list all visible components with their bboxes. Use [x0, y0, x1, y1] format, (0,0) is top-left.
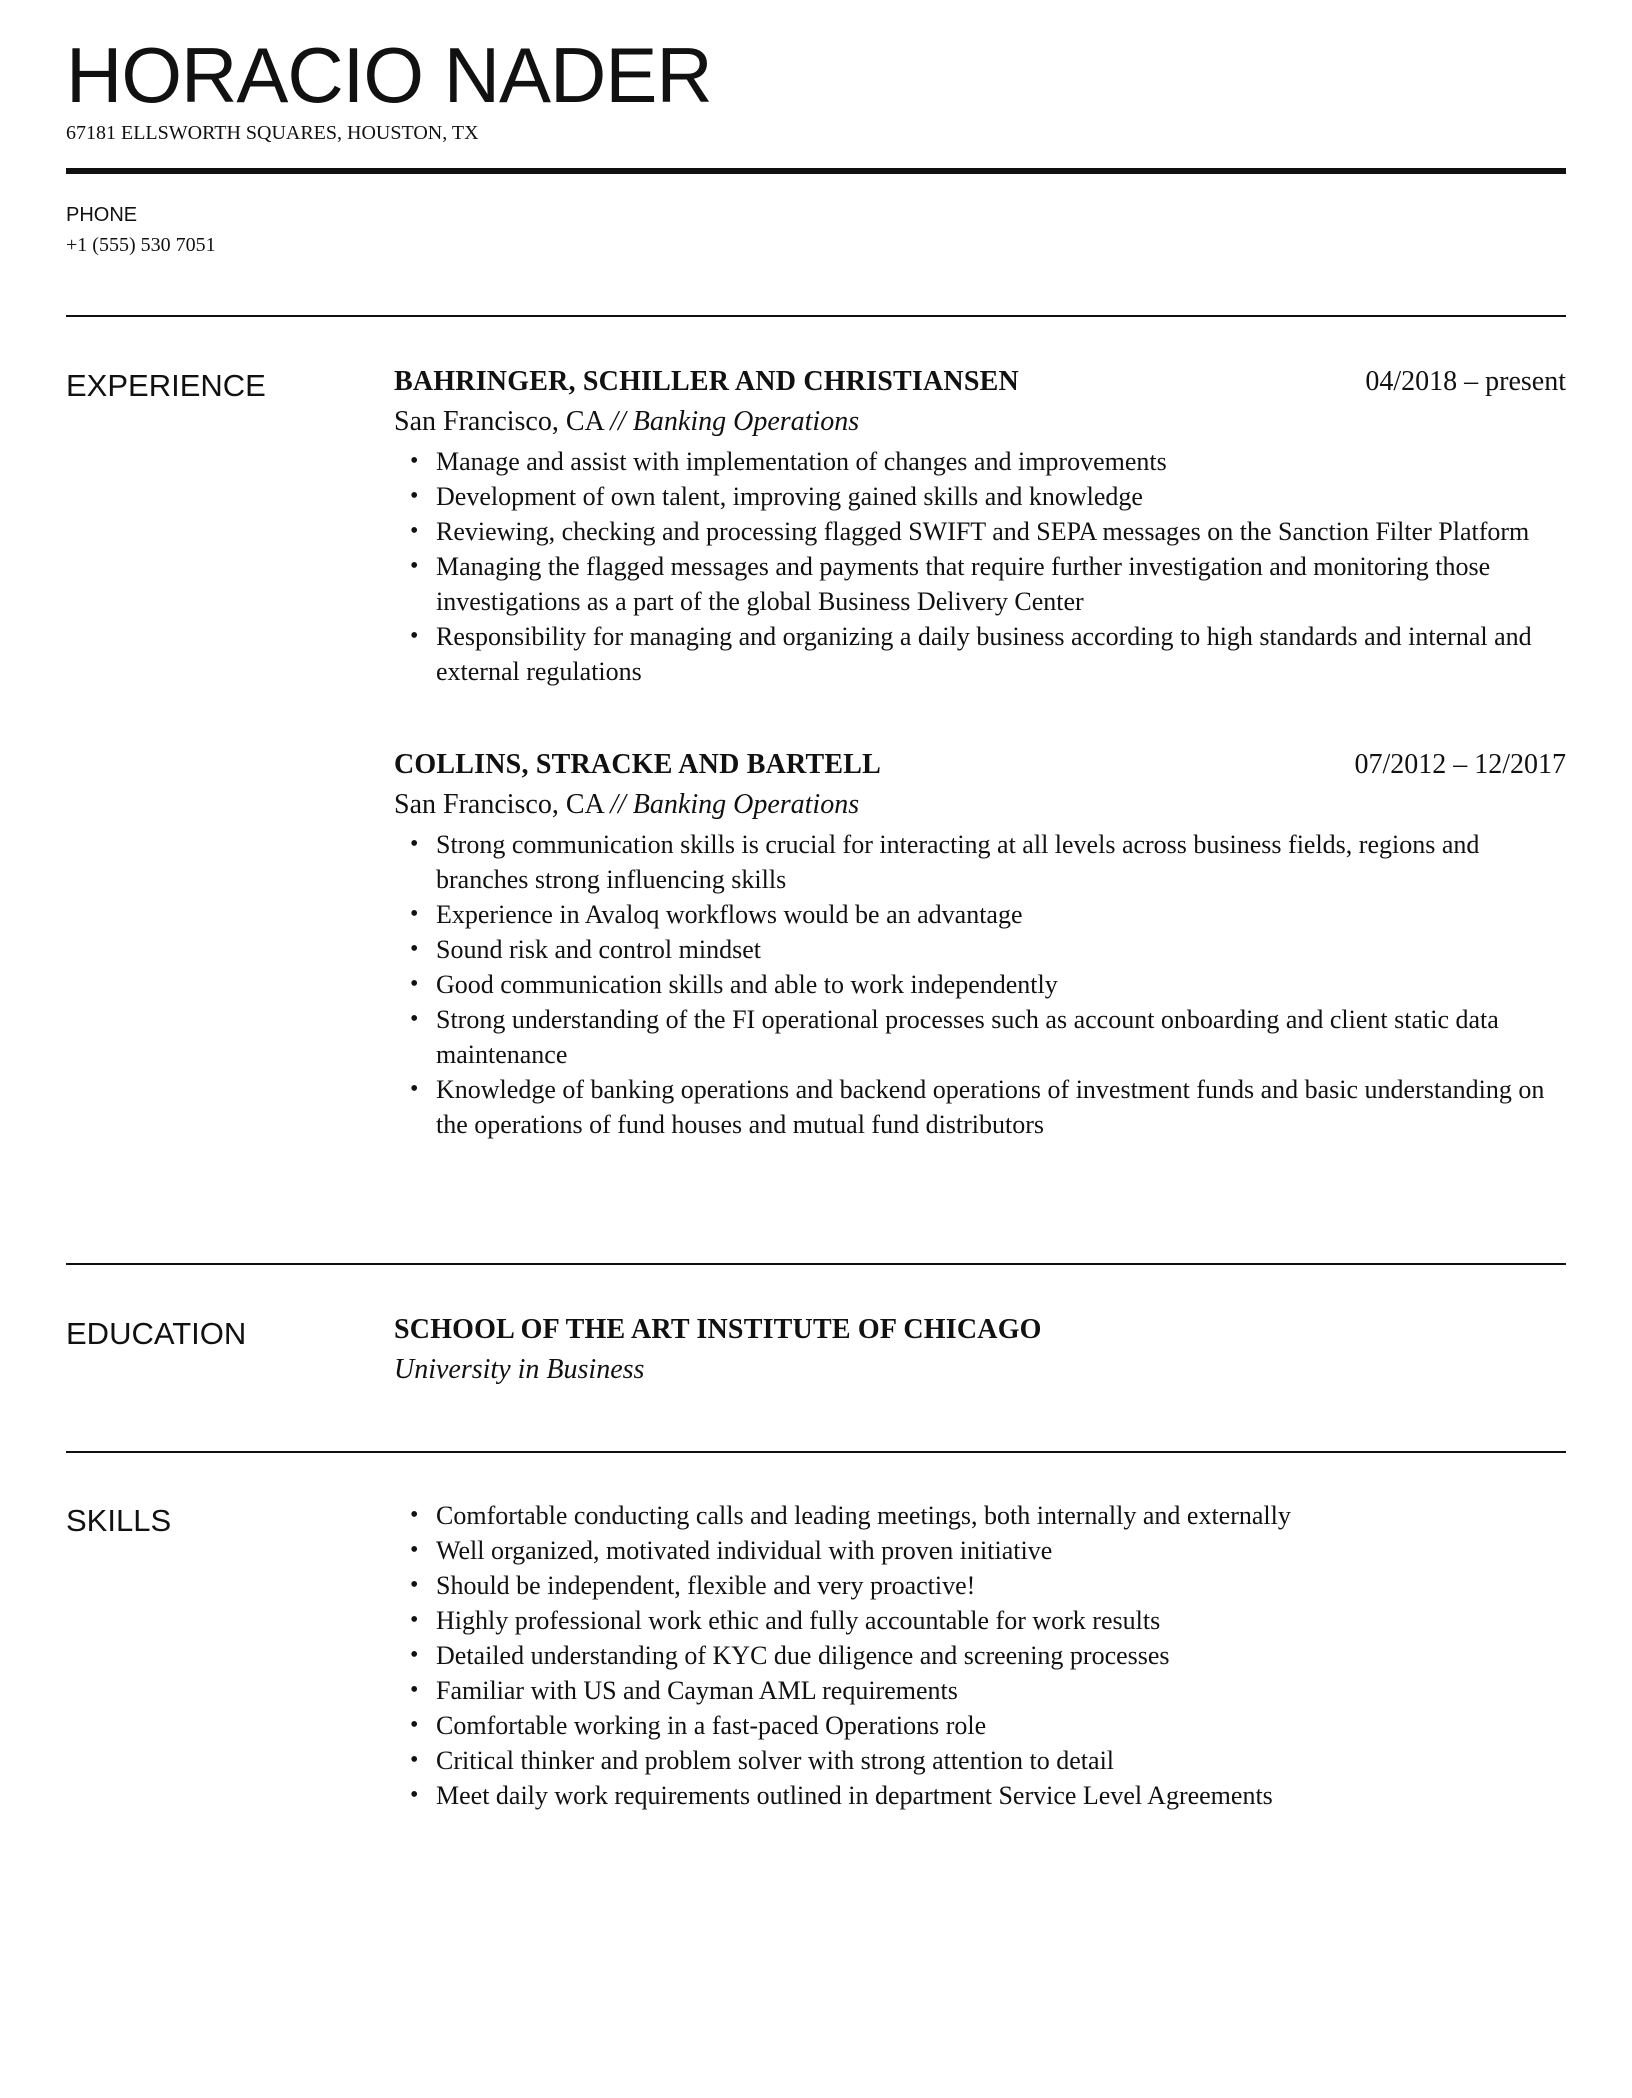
job-bullets — [394, 827, 1566, 1142]
experience-divider — [66, 315, 1566, 317]
job-bullet: • Manage and assist with implementation of changes and improvements — [436, 444, 1566, 479]
job-location: San Francisco, CA — [394, 789, 604, 820]
job-bullet: • Strong communication skills is crucial for interacting at all levels across business fields, regions and branches strong influencing skills — [436, 827, 1566, 897]
job-subline — [394, 785, 1566, 825]
job-bullet: • Knowledge of banking operations and backend operations of investment funds and basic understanding on the operations of fund houses and mutual fund distributors — [436, 1072, 1566, 1142]
job-header — [394, 362, 1566, 402]
job-separator: // — [610, 406, 626, 437]
skills-divider — [66, 1451, 1566, 1453]
skills-section — [394, 1498, 1566, 1813]
job-bullet: • Experience in Avaloq workflows would be an advantage — [436, 897, 1566, 932]
experience-section — [394, 362, 1566, 1142]
skills-section-title: SKILLS — [66, 1503, 172, 1538]
phone-number: +1 (555) 530 7051 — [66, 234, 216, 256]
candidate-name: HORACIO NADER — [66, 31, 712, 119]
school-name: SCHOOL OF THE ART INSTITUTE OF CHICAGO — [394, 1314, 1042, 1345]
skill-item: • Familiar with US and Cayman AML requirements — [436, 1673, 1566, 1708]
job-dates: 07/2012 – 12/2017 — [1354, 749, 1566, 780]
job-bullet: • Reviewing, checking and processing flagged SWIFT and SEPA messages on the Sanction Filter Platform — [436, 514, 1566, 549]
education-section — [394, 1310, 1566, 1390]
job-bullet: • Sound risk and control mindset — [436, 932, 1566, 967]
job-separator: // — [610, 789, 626, 820]
phone-label: PHONE — [66, 204, 138, 226]
job-entry — [394, 745, 1566, 1142]
job-subline — [394, 402, 1566, 442]
education-section-title: EDUCATION — [66, 1316, 247, 1351]
resume-page — [66, 0, 1566, 2098]
job-location: San Francisco, CA — [394, 406, 604, 437]
job-bullet: • Strong understanding of the FI operational processes such as account onboarding and client static data maintenance — [436, 1002, 1566, 1072]
job-company: BAHRINGER, SCHILLER AND CHRISTIANSEN — [394, 366, 1019, 397]
job-bullet: • Development of own talent, improving gained skills and knowledge — [436, 479, 1566, 514]
skill-item: • Highly professional work ethic and fully accountable for work results — [436, 1603, 1566, 1638]
job-company: COLLINS, STRACKE AND BARTELL — [394, 749, 881, 780]
skill-item: • Should be independent, flexible and very proactive! — [436, 1568, 1566, 1603]
skill-item: • Meet daily work requirements outlined in department Service Level Agreements — [436, 1778, 1566, 1813]
job-entry — [394, 362, 1566, 689]
skill-item: • Detailed understanding of KYC due diligence and screening processes — [436, 1638, 1566, 1673]
skill-item: • Comfortable working in a fast-paced Operations role — [436, 1708, 1566, 1743]
job-role: Banking Operations — [632, 789, 860, 820]
job-bullets — [394, 444, 1566, 689]
job-dates: 04/2018 – present — [1365, 366, 1566, 397]
candidate-address: 67181 ELLSWORTH SQUARES, HOUSTON, TX — [66, 122, 479, 144]
job-role: Banking Operations — [632, 406, 860, 437]
experience-section-title: EXPERIENCE — [66, 368, 266, 403]
job-bullet: • Managing the flagged messages and payments that require further investigation and monitoring those investigations as a part of the global Business Delivery Center — [436, 549, 1566, 619]
degree: University in Business — [394, 1354, 645, 1385]
skill-item: • Well organized, motivated individual with proven initiative — [436, 1533, 1566, 1568]
header-divider — [66, 168, 1566, 174]
skills-list — [394, 1498, 1566, 1813]
skill-item: • Critical thinker and problem solver with strong attention to detail — [436, 1743, 1566, 1778]
job-bullet: • Good communication skills and able to work independently — [436, 967, 1566, 1002]
skill-item: • Comfortable conducting calls and leading meetings, both internally and externally — [436, 1498, 1566, 1533]
education-divider — [66, 1263, 1566, 1265]
job-bullet: • Responsibility for managing and organizing a daily business according to high standards and internal and external regulations — [436, 619, 1566, 689]
job-header — [394, 745, 1566, 785]
